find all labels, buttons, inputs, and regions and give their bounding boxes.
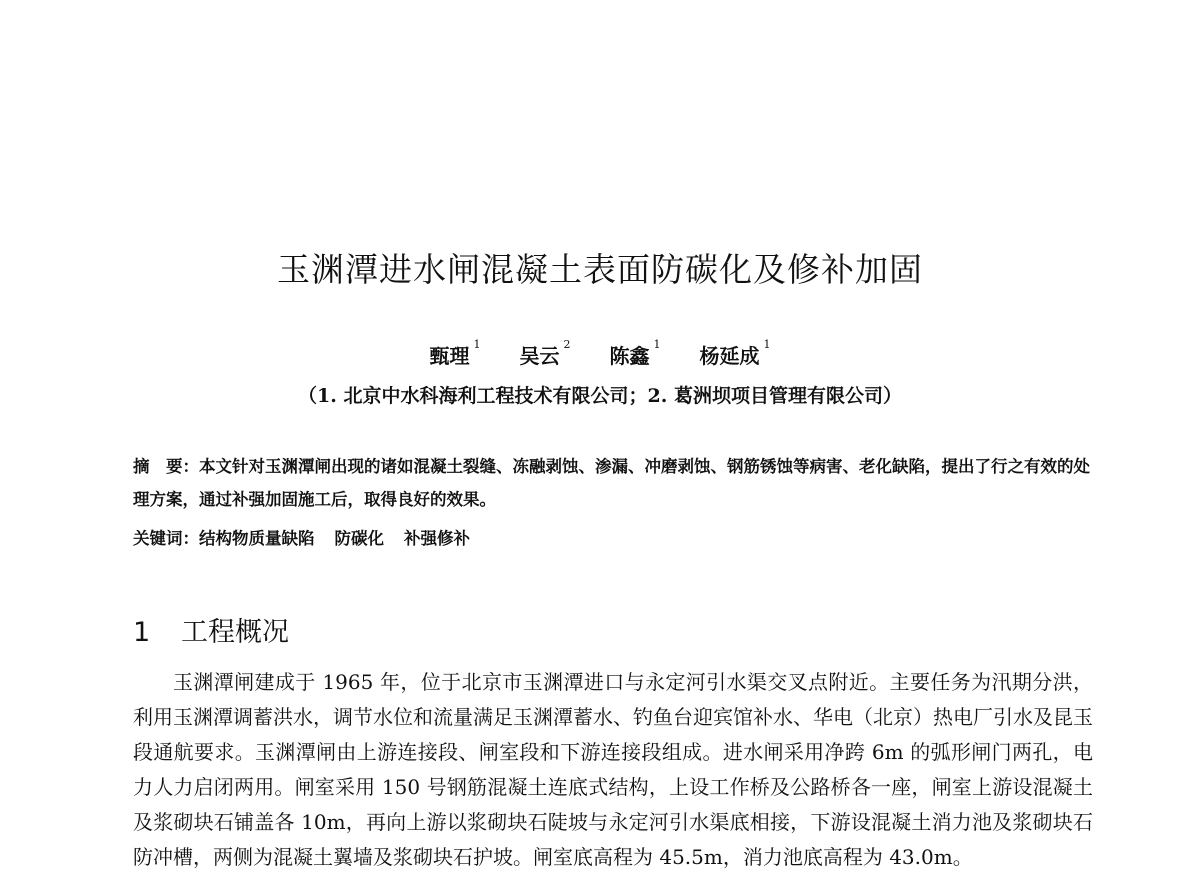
author <box>520 340 571 369</box>
author-name: 陈鑫 <box>609 344 650 368</box>
keywords <box>133 524 1093 554</box>
section-number: 1 <box>133 617 151 648</box>
keywords-label: 关键词： <box>133 529 199 548</box>
body-paragraph: 玉渊潭闸建成于 1965 年，位于北京市玉渊潭进口与永定河引水渠交叉点附近。主要任务为汛期分洪，利用玉渊潭调蓄洪水，调节水位和流量满足玉渊潭蓄水、钓鱼台迎宾馆补水、华电（北京）热电厂引水及昆玉段通航要求。玉渊潭闸由上游连接段、闸室段和下游连接段组成。进水闸采用净跨 6m 的弧形闸门两孔，电力人力启闭两用。闸室采用 150 号钢筋混凝土连底式结构，上设工作桥及公路桥各一座，闸室上游设混凝土及浆砌块石铺盖各 10m，再向上游以浆砌块石陡坡与永定河引水渠底相接，下游设混凝土消力池及浆砌块石防冲槽，两侧为混凝土翼墙及浆砌块石护坡。闸室底高程为 45.5m，消力池底高程为 43.0m。 <box>133 670 1093 869</box>
paper-title: 玉渊潭进水闸混凝土表面防碳化及修补加固 <box>277 250 923 289</box>
abstract-label: 摘 要： <box>133 457 199 476</box>
abstract <box>133 450 1093 516</box>
abstract-text: 本文针对玉渊潭闸出现的诸如混凝土裂缝、冻融剥蚀、渗漏、冲磨剥蚀、钢筋锈蚀等病害、老化缺陷，提出了行之有效的处理方案，通过补强加固施工后，取得良好的效果。 <box>133 457 1090 509</box>
keyword: 防碳化 <box>334 529 384 548</box>
section-heading <box>133 610 289 649</box>
author-name: 杨延成 <box>699 344 760 368</box>
author-affiliation-mark: 2 <box>563 338 571 351</box>
section-title: 工程概况 <box>181 617 289 648</box>
author <box>609 340 660 369</box>
author-name: 甄理 <box>429 344 470 368</box>
author <box>430 340 481 369</box>
keyword: 结构物质量缺陷 <box>199 529 315 548</box>
author-affiliation-mark: 1 <box>653 338 661 351</box>
author-affiliation-mark: 1 <box>473 338 481 351</box>
affiliations: （1. 北京中水科海利工程技术有限公司；2. 葛洲坝项目管理有限公司） <box>298 385 902 407</box>
author-affiliation-mark: 1 <box>763 338 771 351</box>
keyword: 补强修补 <box>404 529 470 548</box>
author-name: 吴云 <box>519 344 560 368</box>
author-list <box>0 340 1200 369</box>
author <box>699 340 770 369</box>
